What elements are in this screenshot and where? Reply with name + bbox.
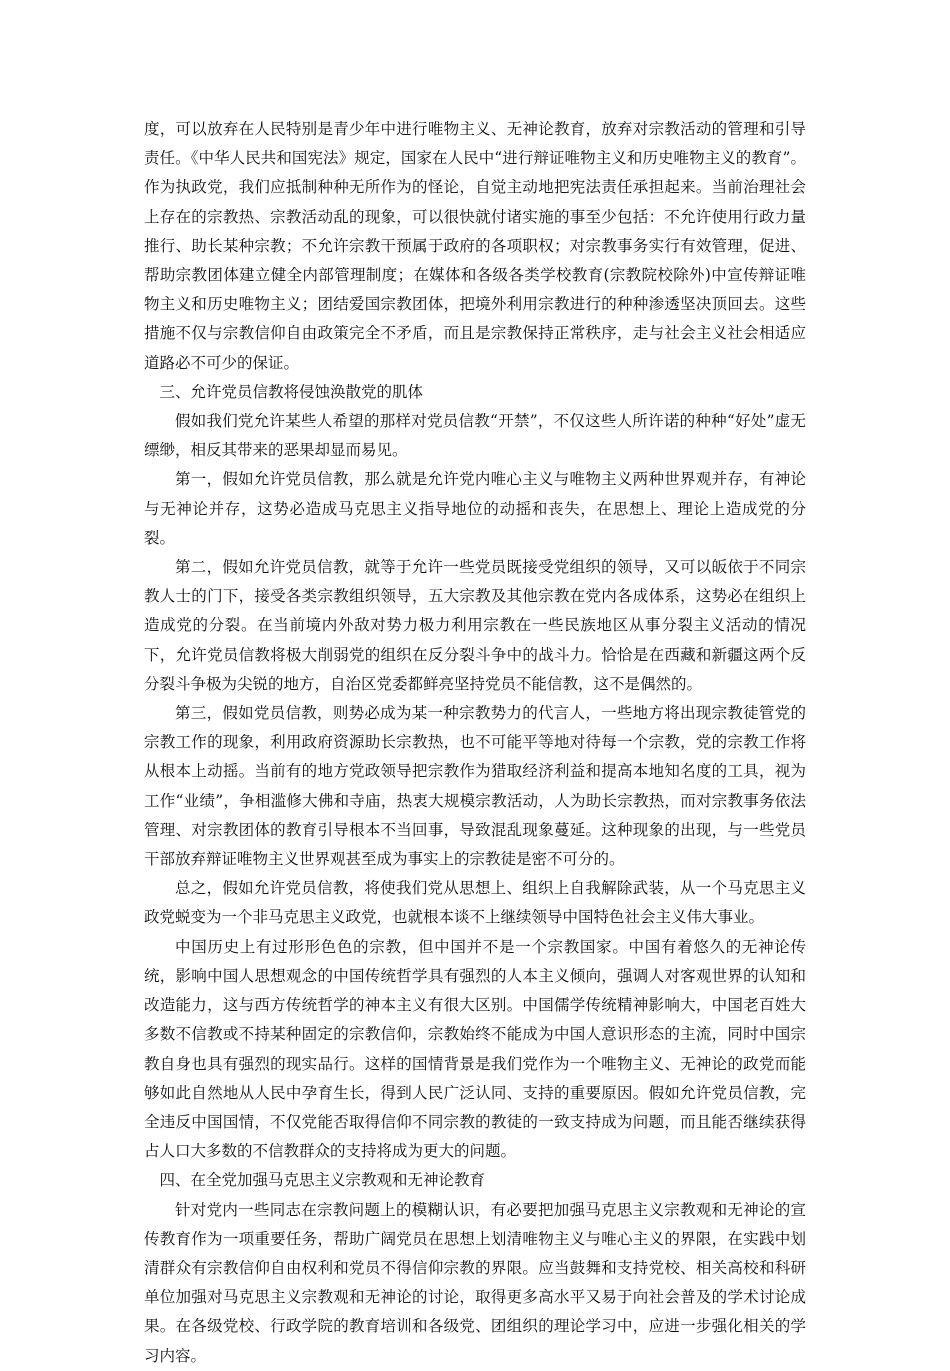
paragraph: 假如我们党允许某些人希望的那样对党员信教“开禁”，不仅这些人所许诺的种种“好处”虚无缥缈，相反其带来的恶果却显而易见。 [144, 412, 806, 460]
paragraph: 中国历史上有过形形色色的宗教，但中国并不是一个宗教国家。中国有着悠久的无神论传统，影响中国人思想观念的中国传统哲学具有强烈的人本主义倾向，强调人对客观世界的认知和改造能力，这与西方传统哲学的神本主义有很大区别。中国儒学传统精神影响大，中国老百姓大多数不信教或不持某种固定的宗教信仰，宗教始终不能成为中国人意识形态的主流，同时中国宗教自身也具有强烈的现实品行。这样的国情背景是我们党作为一个唯物主义、无神论的政党而能够如此自然地从人民中孕育生长，得到人民广泛认同、支持的重要原因。假如允许党员信教，完全违反中国国情，不仅党能否取得信仰不同宗教的教徒的一致支持成为问题，而且能否继续获得占人口大多数的不信教群众的支持将成为更大的问题。 [144, 937, 806, 1161]
paragraph: 第三，假如党员信教，则势必成为某一种宗教势力的代言人，一些地方将出现宗教徒管党的宗教工作的现象，利用政府资源助长宗教热，也不可能平等地对待每一个宗教，党的宗教工作将从根本上动摇。当前有的地方党政领导把宗教作为猎取经济利益和提高本地知名度的工具，视为工作“业绩”，争相滥修大佛和寺庙，热衷大规模宗教活动，人为助长宗教热，而对宗教事务依法管理、对宗教团体的教育引导根本不当回事，导致混乱现象蔓延。这种现象的出现，与一些党员干部放弃辩证唯物主义世界观甚至成为事实上的宗教徒是密不可分的。 [144, 704, 806, 869]
paragraph: 第二，假如允许党员信教，就等于允许一些党员既接受党组织的领导，又可以皈依于不同宗教人士的门下，接受各类宗教组织领导，五大宗教及其他宗教在党内各成体系，这势必在组织上造成党的分裂。在当前境内外敌对势力极力利用宗教在一些民族地区从事分裂主义活动的情况下，允许党员信教将极大削弱党的组织在反分裂斗争中的战斗力。恰恰是在西藏和新疆这两个反分裂斗争极为尖锐的地方，自治区党委都鲜亮坚持党员不能信教，这不是偶然的。 [144, 558, 806, 693]
section-heading-4: 四、在全党加强马克思主义宗教观和无神论教育 [159, 1171, 486, 1190]
paragraph: 总之，假如允许党员信教，将使我们党从思想上、组织上自我解除武装，从一个马克思主义政党蜕变为一个非马克思主义政党，也就根本谈不上继续领导中国特色社会主义伟大事业。 [144, 879, 806, 927]
section-heading-3: 三、允许党员信教将侵蚀涣散党的肌体 [159, 382, 424, 401]
paragraph: 第一，假如允许党员信教，那么就是允许党内唯心主义与唯物主义两种世界观并存，有神论与无神论并存，这势必造成马克思主义指导地位的动摇和丧失，在思想上、理论上造成党的分裂。 [144, 470, 806, 547]
paragraph: 针对党内一些同志在宗教问题上的模糊认识，有必要把加强马克思主义宗教观和无神论的宣传教育作为一项重要任务，帮助广阔党员在思想上划清唯物主义与唯心主义的界限，在实践中划清群众有宗教信仰自由权利和党员不得信仰宗教的界限。应当鼓舞和支持党校、相关高校和科研单位加强对马克思主义宗教观和无神论的讨论，取得更多高水平又易于向社会普及的学术讨论成果。在各级党校、行政学院的教育培训和各级党、团组织的理论学习中，应进一步强化相关的学习内容。 [144, 1200, 806, 1365]
paragraph-continuation: 度，可以放弃在人民特别是青少年中进行唯物主义、无神论教育，放弃对宗教活动的管理和引导责任。《中华人民共和国宪法》规定，国家在人民中“进行辩证唯物主义和历史唯物主义的教育”。作为执政党，我们应抵制种种无所作为的怪论，自觉主动地把宪法责任承担起来。当前治理社会上存在的宗教热、宗教活动乱的现象，可以很快就付诸实施的事至少包括：不允许使用行政力量推行、助长某种宗教；不允许宗教干预属于政府的各项职权；对宗教事务实行有效管理，促进、帮助宗教团体建立健全内部管理制度；在媒体和各级各类学校教育(宗教院校除外)中宣传辩证唯物主义和历史唯物主义；团结爱国宗教团体，把境外利用宗教进行的种种渗透坚决顶回去。这些措施不仅与宗教信仰自由政策完全不矛盾，而且是宗教保持正常秩序，走与社会主义社会相适应道路必不可少的保证。 [144, 120, 806, 372]
document-body [144, 115, 806, 1371]
